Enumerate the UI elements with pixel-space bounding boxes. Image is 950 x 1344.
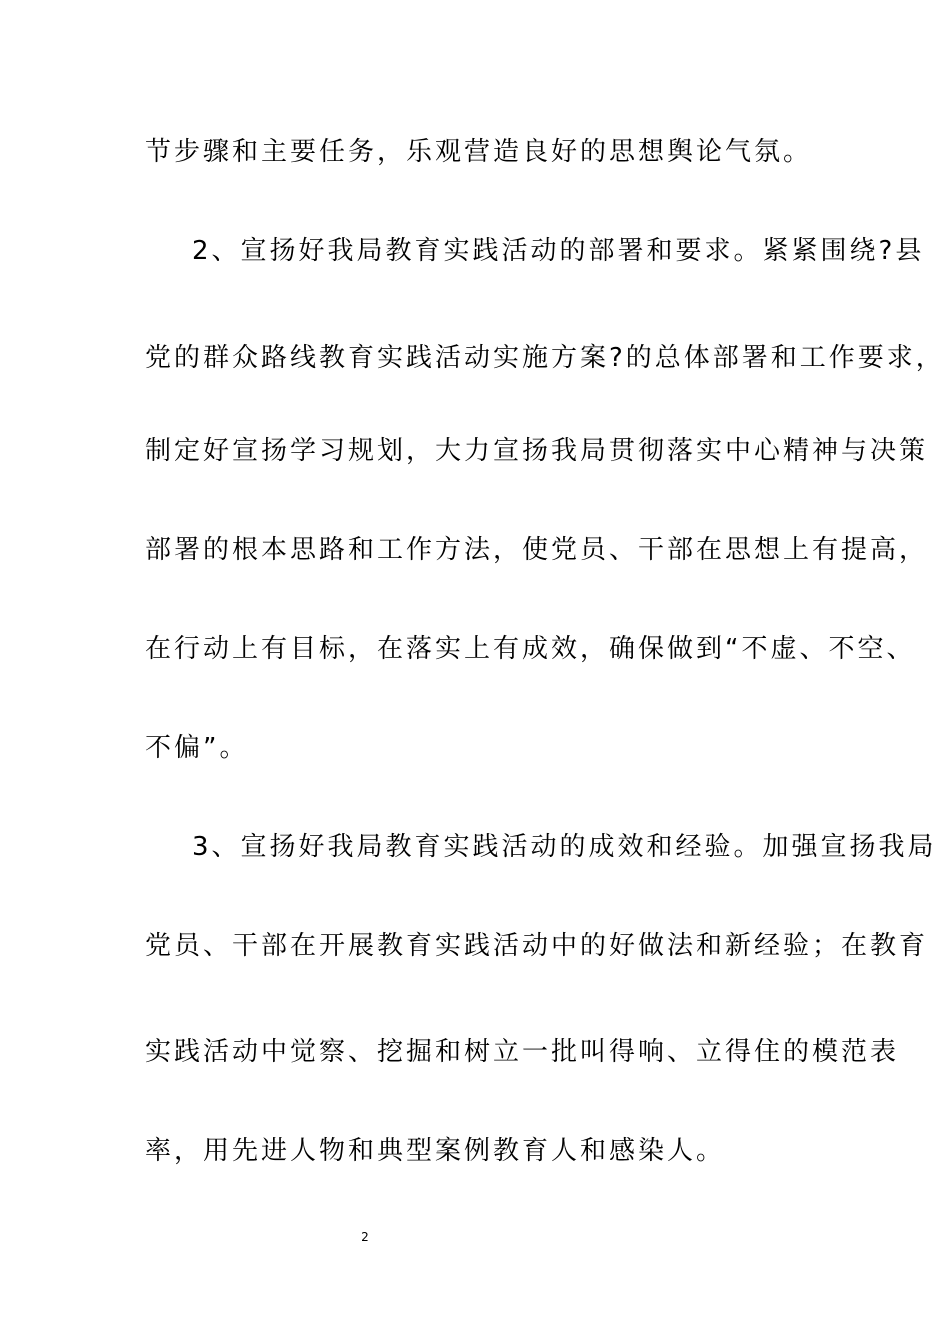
paragraph-line: 3、宣扬好我局教育实践活动的成效和经验。加强宣扬我局	[192, 832, 937, 862]
paragraph-line: 2、宣扬好我局教育实践活动的部署和要求。紧紧围绕?县	[192, 236, 925, 266]
paragraph-line: 部署的根本思路和工作方法，使党员、干部在思想上有提高，	[145, 535, 929, 565]
paragraph-line: 党的群众路线教育实践活动实施方案?的总体部署和工作要求，	[145, 343, 945, 373]
paragraph-line: 不偏”。	[145, 733, 249, 763]
paragraph-line: 党员、干部在开展教育实践活动中的好做法和新经验；在教育	[145, 931, 929, 961]
paragraph-line: 节步骤和主要任务，乐观营造良好的思想舆论气氛。	[145, 137, 813, 167]
page-number: 2	[361, 1230, 369, 1244]
paragraph-line: 实践活动中觉察、挖掘和树立一批叫得响、立得住的模范表	[145, 1037, 900, 1067]
paragraph-line: 在行动上有目标，在落实上有成效，确保做到“不虚、不空、	[145, 634, 916, 664]
paragraph-line: 制定好宣扬学习规划，大力宣扬我局贯彻落实中心精神与决策	[145, 436, 929, 466]
paragraph-line: 率，用先进人物和典型案例教育人和感染人。	[145, 1136, 726, 1166]
